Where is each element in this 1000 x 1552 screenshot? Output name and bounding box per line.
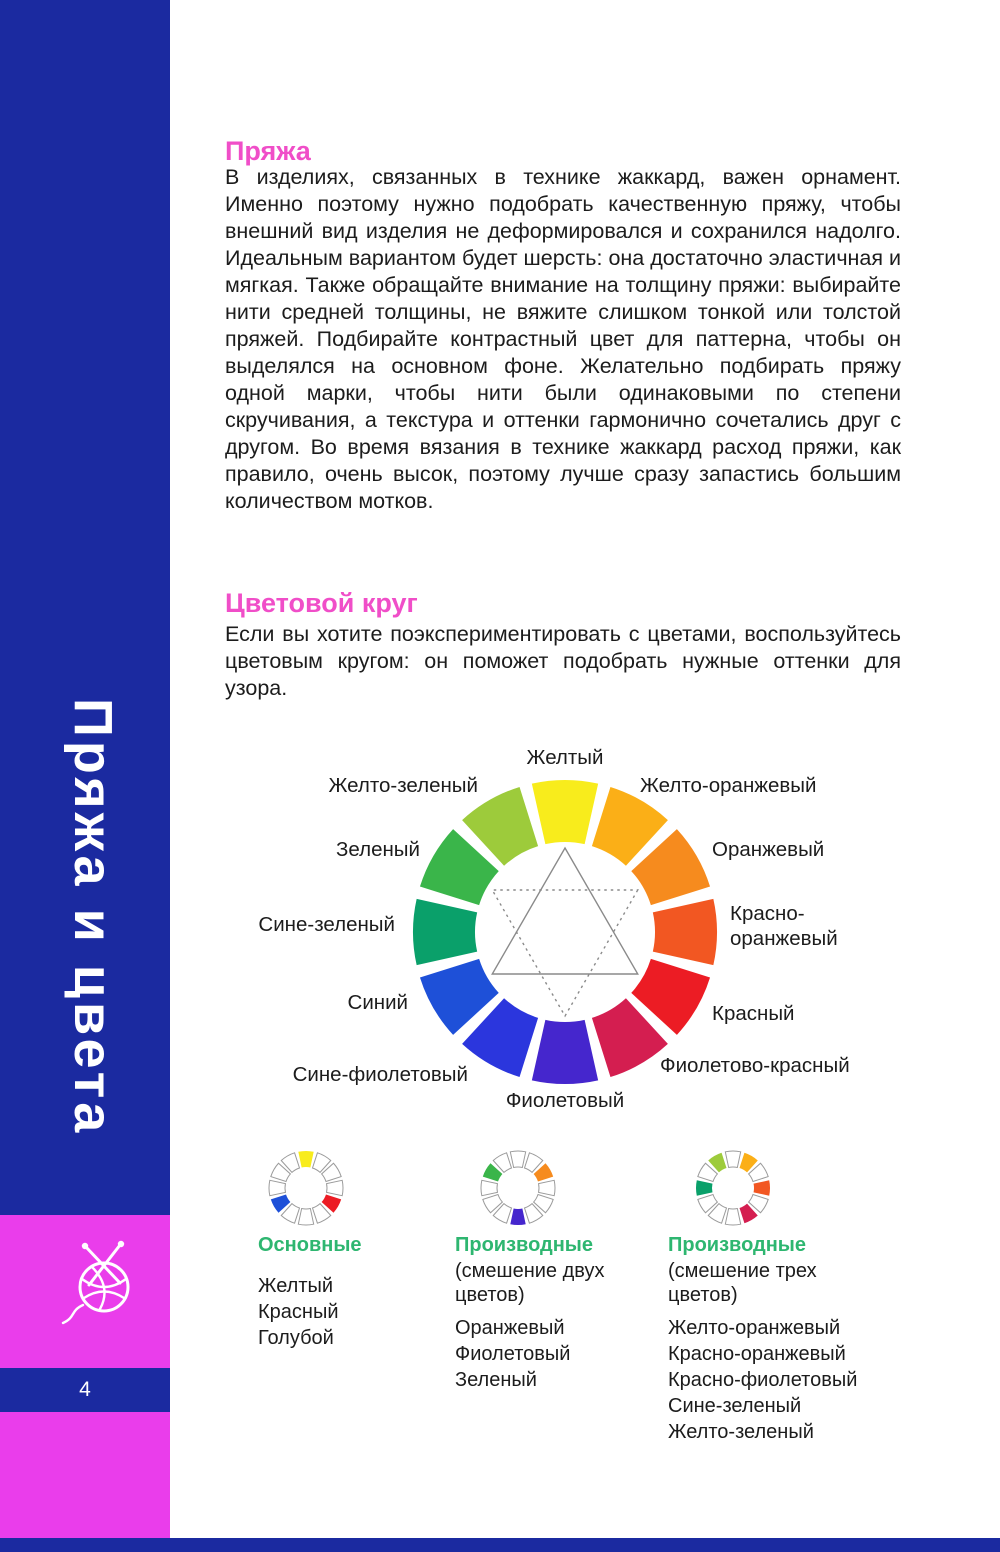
yarn-ball-icon xyxy=(58,1235,146,1327)
legend-item: Фиолетовый xyxy=(455,1343,571,1365)
yarn-paragraph: В изделиях, связанных в технике жаккард, важен орнамент. Именно поэтому нужно подобрать качественную пряжу, чтобы внешний вид изделия не деформировался и сохранился надолго. Идеальным вариантом будет шерсть: она достаточно эластичная и мягкая. Также обращайте внимание на толщину пряжи: выбирайте нити средней толщины, не вяжите слишком тонкой или толстой пряжей. Подбирайте контрастный цвет для паттерна, чтобы он выделялся на основном фоне. Желательно подбирать пряжу одной марки, чтобы нити были одинаковыми по степени скручивания, а текстура и оттенки гармонично сочетались друг с другом. Во время вязания в технике жаккард расход пряжи, как правило, очень высок, поэтому лучше сразу запастись большим количеством мотков. xyxy=(225,165,901,513)
legend-tertiary-items xyxy=(668,1315,901,1445)
wheel-label-green: Зеленый xyxy=(336,838,420,861)
legend-item: Сине-зеленый xyxy=(668,1395,802,1417)
legend-secondary-title: Производные xyxy=(455,1234,594,1256)
wheel-label-red: Красный xyxy=(712,1002,795,1025)
legend-item: Красно-оранжевый xyxy=(668,1343,846,1365)
legend-item: Голубой xyxy=(258,1327,334,1349)
wheel-label-orange: Оранжевый xyxy=(712,838,825,861)
legend-item: Зеленый xyxy=(455,1369,537,1391)
sidebar-pink-block xyxy=(0,1215,170,1538)
legend-secondary-subtitle: (смешение двух цветов) xyxy=(455,1260,605,1306)
legend-tertiary-column xyxy=(668,1148,901,1445)
page-number: 4 xyxy=(79,1378,91,1401)
wheel-label-violet-red: Фиолетово-красный xyxy=(660,1054,850,1077)
wheel-label-violet: Фиолетовый xyxy=(505,1089,625,1112)
section-title-yarn: Пряжа xyxy=(225,136,311,166)
legend-item: Красный xyxy=(258,1301,339,1323)
sidebar xyxy=(0,0,170,1552)
legend-item: Красно-фиолетовый xyxy=(668,1369,858,1391)
wheel-label-red-orange: Красно-оранжевый xyxy=(730,902,838,950)
color-wheel-diagram xyxy=(225,745,901,1117)
wheel-label-blue-violet: Сине-фиолетовый xyxy=(292,1063,468,1086)
color-groups-legend xyxy=(258,1148,901,1445)
chapter-title-vertical: Пряжа и цвета xyxy=(63,698,123,1137)
legend-primary-title: Основные xyxy=(258,1234,362,1256)
wheel-label-yellow-orange: Желто-оранжевый xyxy=(640,774,817,797)
wheel-label-blue: Синий xyxy=(347,991,408,1014)
legend-tertiary-subtitle: (смешение трех цветов) xyxy=(668,1260,817,1306)
wheel-label-yellow-green: Желто-зеленый xyxy=(328,774,478,797)
legend-tertiary-title: Производные xyxy=(668,1234,807,1256)
legend-item: Желто-зеленый xyxy=(668,1421,814,1443)
legend-item: Желтый xyxy=(258,1275,334,1297)
mini-wheel-tertiary-icon xyxy=(693,1148,773,1228)
section-title-color-wheel: Цветовой круг xyxy=(225,588,418,618)
color-wheel-icon xyxy=(405,772,725,1092)
mini-wheel-primary-icon xyxy=(266,1148,346,1228)
legend-primary-items xyxy=(258,1273,455,1351)
legend-secondary-items xyxy=(455,1315,668,1393)
wheel-label-blue-green: Сине-зеленый xyxy=(258,913,395,936)
color-wheel-paragraph: Если вы хотите поэкспериментировать с цветами, воспользуйтесь цветовым кругом: он поможет подобрать нужные оттенки для узора. xyxy=(225,622,901,700)
page-number-strip xyxy=(0,1368,170,1412)
legend-item: Оранжевый xyxy=(455,1317,565,1339)
page-content xyxy=(225,0,901,1552)
footer-bar xyxy=(0,1538,1000,1552)
legend-secondary-column xyxy=(455,1148,668,1445)
legend-item: Желто-оранжевый xyxy=(668,1317,841,1339)
wheel-label-yellow: Желтый xyxy=(526,746,604,769)
legend-primary-column xyxy=(258,1148,455,1445)
mini-wheel-secondary-icon xyxy=(478,1148,558,1228)
